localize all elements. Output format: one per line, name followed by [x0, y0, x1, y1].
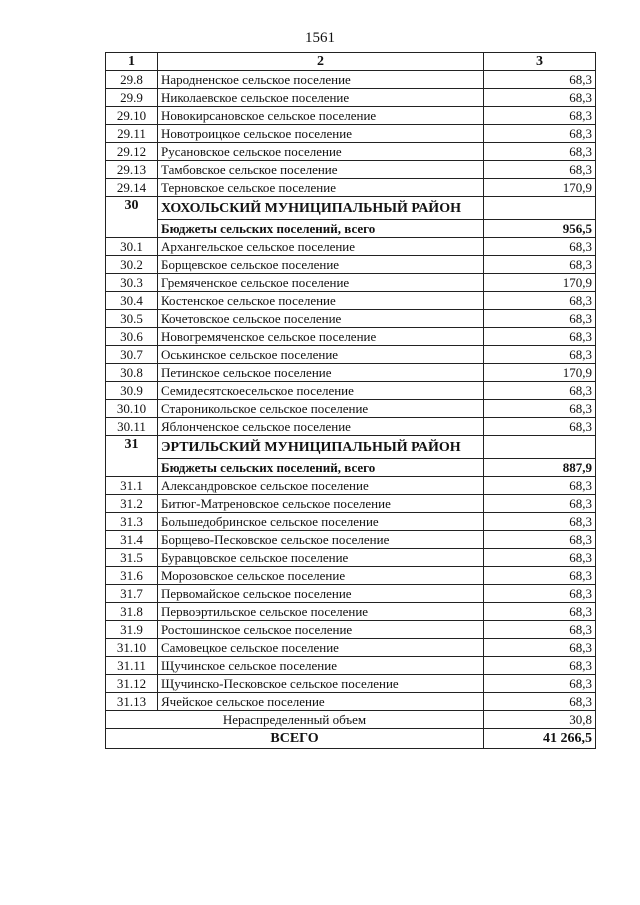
settlement-name: Кочетовское сельское поселение — [158, 310, 484, 328]
table-row — [106, 328, 596, 346]
amount: 68,3 — [484, 639, 596, 657]
row-number: 31.4 — [106, 531, 158, 549]
row-number: 31.11 — [106, 657, 158, 675]
table-row — [106, 71, 596, 89]
settlement-name: Морозовское сельское поселение — [158, 567, 484, 585]
table-row — [106, 292, 596, 310]
amount: 68,3 — [484, 585, 596, 603]
row-number: 29.10 — [106, 107, 158, 125]
amount: 68,3 — [484, 693, 596, 711]
amount: 68,3 — [484, 143, 596, 161]
amount: 68,3 — [484, 310, 596, 328]
row-number: 30.4 — [106, 292, 158, 310]
row-number: 31.2 — [106, 495, 158, 513]
settlement-name: Костенское сельское поселение — [158, 292, 484, 310]
row-number: 31.9 — [106, 621, 158, 639]
settlement-name: Русановское сельское поселение — [158, 143, 484, 161]
row-number: 30.10 — [106, 400, 158, 418]
amount: 68,3 — [484, 125, 596, 143]
district-name: ЭРТИЛЬСКИЙ МУНИЦИПАЛЬНЫЙ РАЙОН — [158, 436, 484, 459]
settlement-name: Терновское сельское поселение — [158, 179, 484, 197]
table-row — [106, 274, 596, 292]
settlement-name: Николаевское сельское поселение — [158, 89, 484, 107]
table-row — [106, 238, 596, 256]
subtotal-label: Бюджеты сельских поселений, всего — [158, 459, 484, 477]
subtotal-label: Бюджеты сельских поселений, всего — [158, 220, 484, 238]
settlement-name: Тамбовское сельское поселение — [158, 161, 484, 179]
table-row — [106, 346, 596, 364]
table-row — [106, 549, 596, 567]
row-number: 31.1 — [106, 477, 158, 495]
district-subtotal-row — [106, 459, 596, 477]
amount: 68,3 — [484, 238, 596, 256]
settlement-name: Ростошинское сельское поселение — [158, 621, 484, 639]
settlement-name: Оськинское сельское поселение — [158, 346, 484, 364]
table-row — [106, 585, 596, 603]
row-number: 29.14 — [106, 179, 158, 197]
amount: 68,3 — [484, 675, 596, 693]
amount: 68,3 — [484, 621, 596, 639]
row-number: 30.8 — [106, 364, 158, 382]
district-number: 31 — [106, 436, 158, 477]
unallocated-row — [106, 711, 596, 729]
amount: 68,3 — [484, 328, 596, 346]
row-number: 31.13 — [106, 693, 158, 711]
column-header-3: 3 — [484, 53, 596, 71]
settlement-name: Большедобринское сельское поселение — [158, 513, 484, 531]
unallocated-label: Нераспределенный объем — [106, 711, 484, 729]
amount: 68,3 — [484, 603, 596, 621]
row-number: 30.5 — [106, 310, 158, 328]
amount: 68,3 — [484, 292, 596, 310]
settlement-name: Щучинское сельское поселение — [158, 657, 484, 675]
amount: 68,3 — [484, 107, 596, 125]
settlement-name: Новотроицкое сельское поселение — [158, 125, 484, 143]
table-row — [106, 89, 596, 107]
settlement-name: Народненское сельское поселение — [158, 71, 484, 89]
settlement-name: Семидесятскоесельское поселение — [158, 382, 484, 400]
amount: 68,3 — [484, 71, 596, 89]
settlement-name: Щучинско-Песковское сельское поселение — [158, 675, 484, 693]
row-number: 30.9 — [106, 382, 158, 400]
row-number: 31.8 — [106, 603, 158, 621]
table-row — [106, 143, 596, 161]
row-number: 30.1 — [106, 238, 158, 256]
row-number: 31.7 — [106, 585, 158, 603]
settlement-name: Гремяченское сельское поселение — [158, 274, 484, 292]
grand-total-row — [106, 729, 596, 749]
table-row — [106, 639, 596, 657]
grand-total-value: 41 266,5 — [484, 729, 596, 749]
amount: 68,3 — [484, 346, 596, 364]
table-row — [106, 657, 596, 675]
district-name: ХОХОЛЬСКИЙ МУНИЦИПАЛЬНЫЙ РАЙОН — [158, 197, 484, 220]
settlement-name: Борщевское сельское поселение — [158, 256, 484, 274]
settlement-name: Новокирсановское сельское поселение — [158, 107, 484, 125]
amount: 68,3 — [484, 382, 596, 400]
district-header-row — [106, 436, 596, 459]
settlement-name: Староникольское сельское поселение — [158, 400, 484, 418]
row-number: 29.8 — [106, 71, 158, 89]
subtotal-value: 956,5 — [484, 220, 596, 238]
row-number: 29.11 — [106, 125, 158, 143]
district-subtotal-row — [106, 220, 596, 238]
district-empty-cell — [484, 436, 596, 459]
table-row — [106, 125, 596, 143]
amount: 68,3 — [484, 89, 596, 107]
table-row — [106, 693, 596, 711]
table-row — [106, 382, 596, 400]
table-row — [106, 179, 596, 197]
page-number: 1561 — [305, 30, 335, 46]
table-row — [106, 621, 596, 639]
district-empty-cell — [484, 197, 596, 220]
grand-total-label: ВСЕГО — [106, 729, 484, 749]
settlement-name: Архангельское сельское поселение — [158, 238, 484, 256]
settlement-name: Петинское сельское поселение — [158, 364, 484, 382]
settlement-name: Яблонченское сельское поселение — [158, 418, 484, 436]
row-number: 31.6 — [106, 567, 158, 585]
column-header-2: 2 — [158, 53, 484, 71]
settlement-name: Новогремяченское сельское поселение — [158, 328, 484, 346]
budget-table — [105, 52, 596, 749]
amount: 68,3 — [484, 531, 596, 549]
subtotal-value: 887,9 — [484, 459, 596, 477]
amount: 68,3 — [484, 161, 596, 179]
table-row — [106, 567, 596, 585]
row-number: 30.7 — [106, 346, 158, 364]
amount: 68,3 — [484, 513, 596, 531]
settlement-name: Битюг-Матреновское сельское поселение — [158, 495, 484, 513]
table-row — [106, 513, 596, 531]
table-row — [106, 310, 596, 328]
settlement-name: Первоэртильское сельское поселение — [158, 603, 484, 621]
column-header-1: 1 — [106, 53, 158, 71]
row-number: 29.9 — [106, 89, 158, 107]
settlement-name: Самовецкое сельское поселение — [158, 639, 484, 657]
settlement-name: Ячейское сельское поселение — [158, 693, 484, 711]
amount: 68,3 — [484, 256, 596, 274]
table-row — [106, 256, 596, 274]
amount: 68,3 — [484, 567, 596, 585]
amount: 68,3 — [484, 477, 596, 495]
amount: 170,9 — [484, 274, 596, 292]
row-number: 29.12 — [106, 143, 158, 161]
amount: 68,3 — [484, 400, 596, 418]
table-row — [106, 675, 596, 693]
table-row — [106, 495, 596, 513]
amount: 68,3 — [484, 418, 596, 436]
amount: 170,9 — [484, 179, 596, 197]
table-row — [106, 400, 596, 418]
settlement-name: Буравцовское сельское поселение — [158, 549, 484, 567]
row-number: 31.3 — [106, 513, 158, 531]
row-number: 29.13 — [106, 161, 158, 179]
unallocated-value: 30,8 — [484, 711, 596, 729]
district-number: 30 — [106, 197, 158, 238]
table-row — [106, 603, 596, 621]
settlement-name: Первомайское сельское поселение — [158, 585, 484, 603]
table-row — [106, 531, 596, 549]
settlement-name: Борщево-Песковское сельское поселение — [158, 531, 484, 549]
settlement-name: Александровское сельское поселение — [158, 477, 484, 495]
amount: 68,3 — [484, 657, 596, 675]
table-header-row — [106, 53, 596, 71]
amount: 68,3 — [484, 549, 596, 567]
amount: 170,9 — [484, 364, 596, 382]
amount: 68,3 — [484, 495, 596, 513]
table-row — [106, 364, 596, 382]
row-number: 31.10 — [106, 639, 158, 657]
row-number: 30.6 — [106, 328, 158, 346]
table-row — [106, 161, 596, 179]
row-number: 30.3 — [106, 274, 158, 292]
table-row — [106, 418, 596, 436]
table-row — [106, 477, 596, 495]
district-header-row — [106, 197, 596, 220]
row-number: 31.12 — [106, 675, 158, 693]
table-row — [106, 107, 596, 125]
row-number: 30.11 — [106, 418, 158, 436]
row-number: 31.5 — [106, 549, 158, 567]
row-number: 30.2 — [106, 256, 158, 274]
